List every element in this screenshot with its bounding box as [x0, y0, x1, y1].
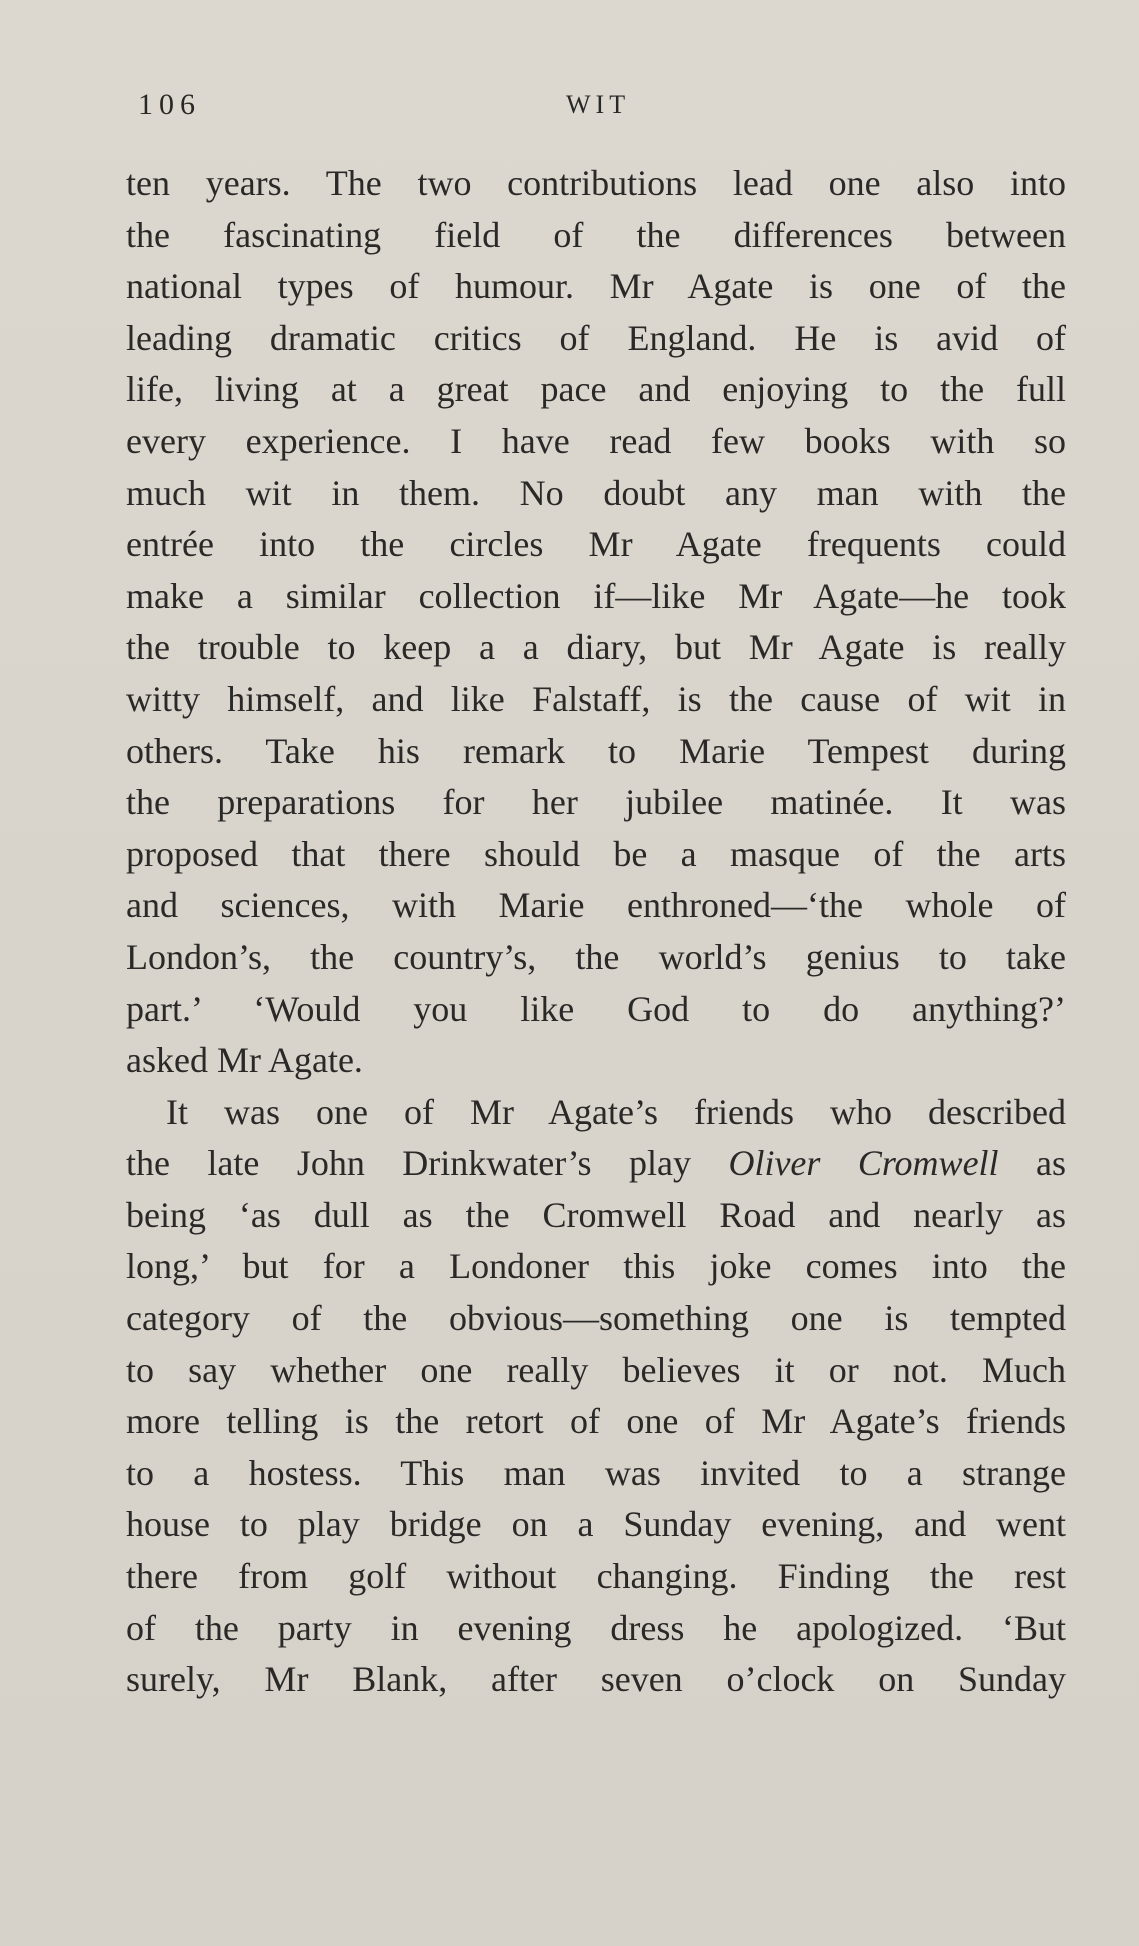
text-line: surely, Mr Blank, after seven o’clock on Sunday: [126, 1659, 1066, 1700]
text-line: ten years. The two contributions lead one also into: [126, 163, 1066, 203]
text-line: long,’ but for a Londoner this joke comes into the: [126, 1246, 1066, 1287]
text-line: the fascinating field of the differences between: [126, 214, 1066, 255]
text-line: [126, 1138, 1066, 1190]
text-run: the late John Drinkwater’s play: [126, 1143, 729, 1184]
text-line: to say whether one really believes it or not. Much: [126, 1349, 1066, 1390]
text-line: make a similar collection if—like Mr Agate—he took: [126, 575, 1066, 616]
text-line: of the party in evening dress he apologized. ‘But: [126, 1607, 1066, 1648]
paragraph-1: [126, 158, 1066, 1087]
text-line: witty himself, and like Falstaff, is the cause of wit in: [126, 678, 1066, 719]
text-line: proposed that there should be a masque of the arts: [126, 833, 1066, 874]
body-text: [126, 158, 1066, 1706]
text-line: life, living at a great pace and enjoying to the full: [126, 369, 1066, 410]
text-line: and sciences, with Marie enthroned—‘the whole of: [126, 885, 1066, 926]
text-line: the preparations for her jubilee matinée. It was: [126, 782, 1066, 823]
text-line: being ‘as dull as the Cromwell Road and nearly as: [126, 1194, 1066, 1235]
text-line: national types of humour. Mr Agate is one of the: [126, 266, 1066, 307]
text-line: part.’ ‘Would you like God to do anything?’: [126, 988, 1066, 1029]
text-line: much wit in them. No doubt any man with the: [126, 472, 1066, 513]
text-line: others. Take his remark to Marie Tempest during: [126, 730, 1066, 771]
play-title: Oliver Cromwell: [728, 1143, 999, 1184]
text-line: London’s, the country’s, the world’s genius to take: [126, 936, 1066, 977]
text-line: category of the obvious—something one is tempted: [126, 1298, 1066, 1339]
text-line: It was one of Mr Agate’s friends who described: [166, 1091, 1066, 1132]
text-line: house to play bridge on a Sunday evening, and went: [126, 1504, 1066, 1545]
text-line: every experience. I have read few books with so: [126, 420, 1066, 461]
text-line: more telling is the retort of one of Mr Agate’s friends: [126, 1401, 1066, 1442]
text-run: as: [998, 1143, 1066, 1184]
running-title: WIT: [566, 90, 631, 119]
text-line: there from golf without changing. Finding the rest: [126, 1556, 1066, 1597]
text-line: to a hostess. This man was invited to a strange: [126, 1452, 1066, 1493]
text-line: asked Mr Agate.: [126, 1040, 363, 1081]
paragraph-2: [126, 1087, 1066, 1706]
text-line: the trouble to keep a a diary, but Mr Agate is really: [126, 627, 1066, 668]
page-number: 106: [138, 88, 201, 121]
text-line: entrée into the circles Mr Agate frequents could: [126, 524, 1066, 565]
text-line: leading dramatic critics of England. He is avid of: [126, 317, 1066, 358]
page-header: [0, 88, 1139, 128]
